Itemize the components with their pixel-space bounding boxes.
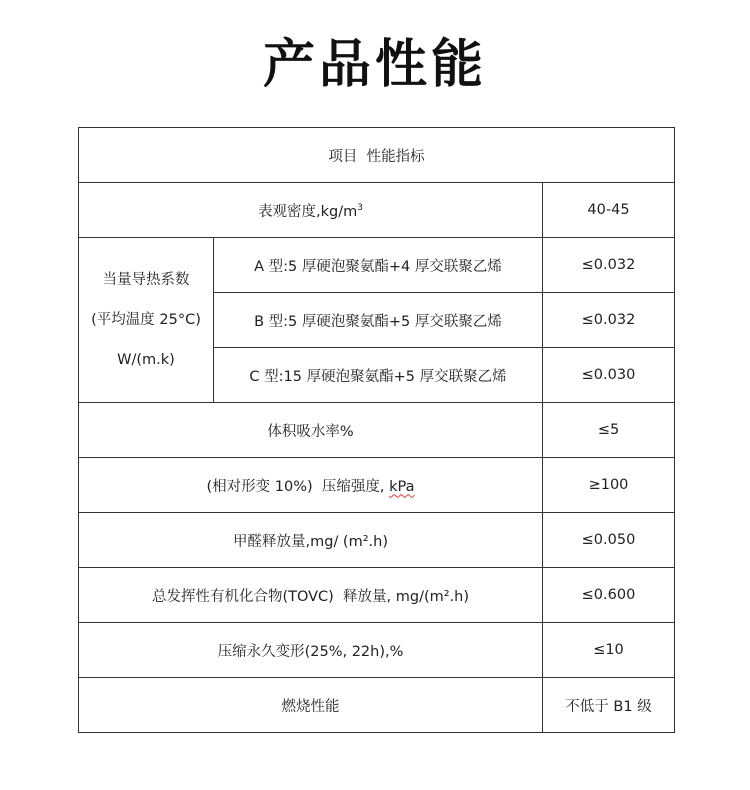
conductivity-value-b: ≤0.032 xyxy=(543,293,675,348)
conductivity-label-line2: (平均温度 25°C) xyxy=(91,312,201,328)
table-row xyxy=(79,678,675,733)
formaldehyde-label: 甲醛释放量,mg/ (m².h) xyxy=(79,513,543,568)
conductivity-type-b: B 型:5 厚硬泡聚氨酯+5 厚交联聚乙烯 xyxy=(214,293,543,348)
table-header-cell: 项目 性能指标 xyxy=(79,128,675,183)
table-row xyxy=(79,623,675,678)
water-absorption-value: ≤5 xyxy=(543,403,675,458)
table-row xyxy=(79,568,675,623)
table-row xyxy=(79,513,675,568)
tvoc-value: ≤0.600 xyxy=(543,568,675,623)
compressive-strength-value: ≥100 xyxy=(543,458,675,513)
table-row xyxy=(79,183,675,238)
density-label-cell xyxy=(79,183,543,238)
compressive-strength-label: (相对形变 10%) 压缩强度, xyxy=(206,478,390,495)
formaldehyde-value: ≤0.050 xyxy=(543,513,675,568)
compression-set-value: ≤10 xyxy=(543,623,675,678)
water-absorption-label: 体积吸水率% xyxy=(79,403,543,458)
conductivity-value-c: ≤0.030 xyxy=(543,348,675,403)
table-row xyxy=(79,238,675,293)
compression-set-label: 压缩永久变形(25%, 22h),% xyxy=(79,623,543,678)
performance-table xyxy=(78,127,675,733)
conductivity-label-line1: 当量导热系数 xyxy=(102,272,190,288)
table-row xyxy=(79,403,675,458)
compressive-strength-unit: kPa xyxy=(389,478,415,495)
conductivity-type-c: C 型:15 厚硬泡聚氨酯+5 厚交联聚乙烯 xyxy=(214,348,543,403)
table-row xyxy=(79,458,675,513)
page-title: 产品性能 xyxy=(262,35,487,95)
density-superscript: 3 xyxy=(357,202,363,213)
fire-rating-value: 不低于 B1 级 xyxy=(543,678,675,733)
compressive-strength-label-cell xyxy=(79,458,543,513)
density-value: 40-45 xyxy=(543,183,675,238)
table-header-row xyxy=(79,128,675,183)
tvoc-label: 总发挥性有机化合物(TOVC) 释放量, mg/(m².h) xyxy=(79,568,543,623)
conductivity-label-cell xyxy=(79,238,214,403)
conductivity-type-a: A 型:5 厚硬泡聚氨酯+4 厚交联聚乙烯 xyxy=(214,238,543,293)
conductivity-value-a: ≤0.032 xyxy=(543,238,675,293)
fire-rating-label: 燃烧性能 xyxy=(79,678,543,733)
density-label: 表观密度,kg/m xyxy=(258,203,358,220)
conductivity-label-line3: W/(m.k) xyxy=(117,352,175,368)
